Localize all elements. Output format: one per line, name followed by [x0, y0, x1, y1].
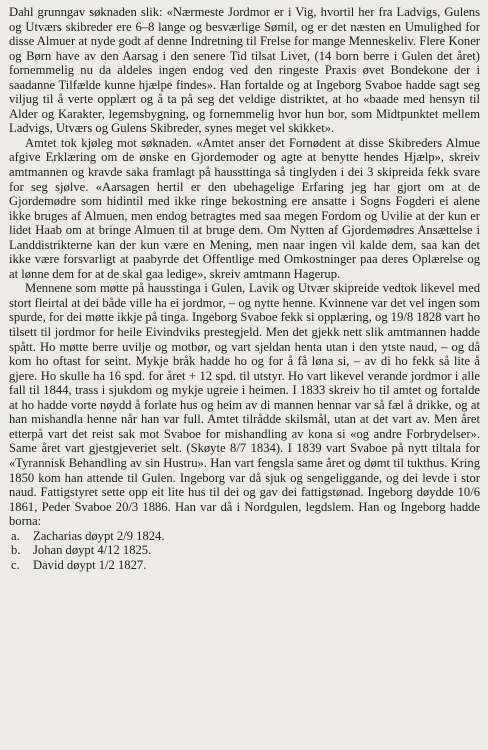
paragraph-3: Mennene som møtte på hausstinga i Gulen, Lavik og Utvær skipreide vedtok likevel med stort fleirtal at dei både ville ha ei jordmor, – og nytte henne. Kvinnene var det vel ingen som spurde, for dei møtte ikkje på tinga. Ingeborg Svaboe fekk si opplæring, og 19/8 1828 vart ho tilsett til jordmor for heile Eivindviks prestegjeld. Men det gjekk nett slik amtmannen hadde spått. Ho møtte berre uvilje og motbør, og vart sjeldan henta utan i den ytste naud, – og då kom ho oftast for seint. Mykje bråk hadde ho og for å få løna si, – av di ho fekk så lite å gjere. Ho skulle ha 16 spd. for året + 12 spd. til utstyr. Ho vart likevel verande jordmor i alle fall til 1844, trass i sjukdom og mykje ugreie i heimen. I 1833 skreiv ho til amtet og fortalde at ho hadde vorte nøydd å forlate hus og heim av di mannen hennar var så fæl å drikke, og at han mishandla henne når han var full. Amtet tilrådde skilsmål, utan at det vart av. Men året etterpå vart det reist sak mot Svaboe for mishandling av kona si «og andre Forbrydelser». Same året vart gjestgjeveriet selt. (Skøyte 8/7 1834). I 1839 vart Svaboe på nytt tiltala for «Tyrannisk Behandling av sin Hustru». Han vart fengsla same året og dømt til tukthus. Kring 1850 kom han attende til Gulen. Ingeborg var då sjuk og sengeliggande, og dei levde i stor naud. Fattigstyret sette opp eit lite hus til dei og gav dei fattigstønad. Ingeborg døydde 10/6 1861, Peder Svaboe 20/3 1886. Han var då i Nordgulen, legdslem. Han og Ingeborg hadde borna: [9, 281, 480, 529]
list-marker: c. [11, 557, 20, 572]
list-item-text: Zacharias døypt 2/9 1824. [33, 528, 165, 543]
children-list [9, 529, 480, 573]
paragraph-2: Amtet tok kjøleg mot søknaden. «Amtet anser det Fornødent at disse Skibreders Almue afgive Erklæring om de ønske en Gjordemoder og agte at benytte hendes Hjælp», skreiv amtmannen og kravde saka framlagt på haussttinga så tinglyden i dei 3 skipreida fekk svare for seg sjølve. «Aarsagen hertil er den ubehagelige Erfaring jeg har gjort om at de Gjordemødre som hidintil med ikke ringe bekostning ere ansatte i Sogns Fogderi ei alene ikke bruges af Almuen, men endog betragtes med saa megen Fordom og Uvilie at der kun er lidet Haab om at bringe Almuen til at bruge dem. Om Nytten af Gjordemødres Ansættelse i Landdistrikterne kan der kun være en Mening, men naar ingen vil kalde dem, saa kan det ikke være forsvarligt at paabyrde det Offentlige med Omkostninger paa deres Oplærelse og at lønne dem for at de skal gaa ledige», skreiv amtmann Hagerup. [9, 135, 480, 281]
paragraph-1: Dahl grunngav søknaden slik: «Nærmeste Jordmor er i Vig, hvortil her fra Ladvigs, Gulens og Utværs skibreder ere 6–8 lange og besværlige Sømil, og er det næsten en Umulighed for disse Almuer at nyde godt af denne Indretning til Frelse for mange Menneskeliv. Flere Koner og Børn have av den Aarsag i den senere Tid tilsat Livet, (14 born berre i Gulen det året) fornemmelig nu da aldeles ingen endog ved den ringeste Praxis øvet Bondekone der i saadanne Tilfælde kunne hjælpe findes». Han fortalde og at Ingeborg Svaboe hadde sagt seg viljug til å verte opplært og å ta på seg det veldige distriktet, at ho «baade med hensyn til Alder og Karakter, legemsbygning, og fornemmelig hvor hun bor, som Midtpunktet mellem Ladvigs, Utværs og Gulens Skibreder, synes meget vel skikket». [9, 5, 480, 136]
list-item [9, 529, 480, 544]
list-item [9, 558, 480, 573]
list-marker: a. [11, 528, 20, 543]
list-item-text: David døypt 1/2 1827. [33, 557, 147, 572]
list-item [9, 543, 480, 558]
list-marker: b. [11, 543, 21, 558]
list-item-text: Johan døypt 4/12 1825. [33, 543, 152, 558]
